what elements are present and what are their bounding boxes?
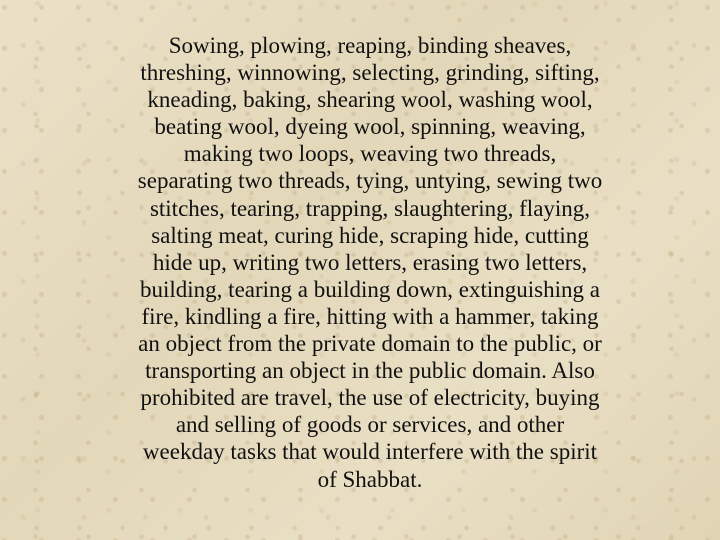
body-text <box>80 32 660 493</box>
text-line: salting meat, curing hide, scraping hide, cutting <box>151 222 589 248</box>
text-line: Sowing, plowing, reaping, binding sheaves, <box>168 33 572 58</box>
text-line: and selling of goods or services, and other <box>175 412 565 438</box>
text-line: fire, kindling a fire, hitting with a hammer, taking <box>141 303 599 329</box>
text-line: making two loops, weaving two threads, <box>183 141 557 167</box>
text-line: building, tearing a building down, extinguishing a <box>140 276 600 302</box>
text-line: weekday tasks that would interfere with the spirit <box>142 439 598 465</box>
text-line: transporting an object in the public domain. Also <box>145 358 595 384</box>
text-line: kneading, baking, shearing wool, washing wool, <box>147 87 593 113</box>
text-line: hide up, writing two letters, erasing two letters, <box>152 249 588 275</box>
text-line: beating wool, dyeing wool, spinning, weaving, <box>154 114 586 140</box>
text-line: an object from the private domain to the public, or <box>138 331 602 357</box>
text-line: of Shabbat. <box>317 466 423 492</box>
text-line: prohibited are travel, the use of electricity, buying <box>140 385 600 411</box>
text-line: stitches, tearing, trapping, slaughtering, flaying, <box>149 195 591 221</box>
text-line: separating two threads, tying, untying, sewing two <box>137 168 603 194</box>
text-line: threshing, winnowing, selecting, grinding, sifting, <box>140 60 600 86</box>
